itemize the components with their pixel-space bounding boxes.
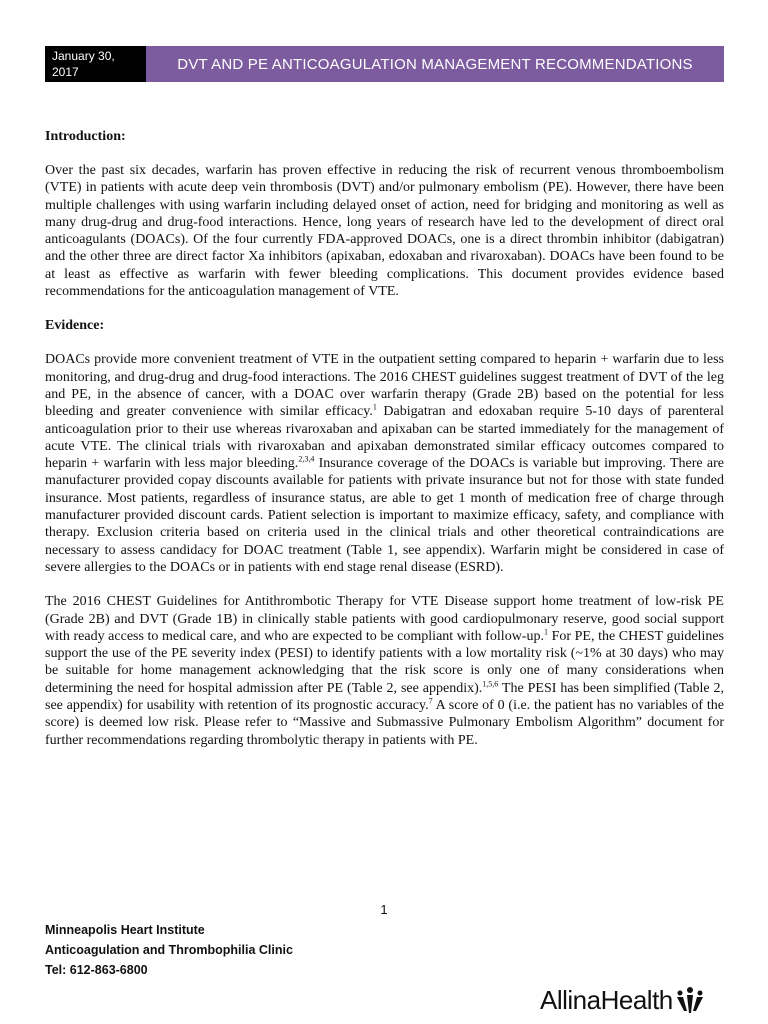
footer-clinic: Anticoagulation and Thrombophilia Clinic [45,943,293,957]
text-run: The PESI has been simplified (Table 2, see appendix) for usability with retention of its prognostic accuracy. [45,680,724,714]
citation-superscript: 1 [543,627,548,637]
people-icon [675,985,705,1015]
document-header [45,46,724,82]
citation-superscript: 1 [372,402,377,412]
text-run: Dabigatran and edoxaban require 5-10 days of parenteral anticoagulation prior to their use whereas rivaroxaban and apixaban can be started immediately for the management of acute VTE. The clinical trials with rivaroxaban and apixaban demonstrated similar efficacy outcomes compared to heparin + warfarin with less major bleeding. [45,404,724,472]
logo-text-allina: Allina [540,984,601,1015]
introduction-paragraph: Over the past six decades, warfarin has proven effective in reducing the risk of recurrent venous thromboembolism (VTE) in patients with acute deep vein thrombosis (DVT) and/or pulmonary embolism (PE). However, there have been multiple challenges with using warfarin including delayed onset of action, need for bridging and monitoring as well as many drug-drug and drug-food interactions. Hence, long years of research have led to the development of direct oral anticoagulants (DOACs). Of the four currently FDA-approved DOACs, one is a direct thrombin inhibitor (dabigatran) and the other three are direct factor Xa inhibitors (apixaban, edoxaban and rivaroxaban). DOACs have been found to be at least as effective as warfarin with fewer bleeding complications. This document provides evidence based recommendations for the anticoagulation management of VTE. [45,163,724,300]
page-number: 1 [380,902,388,917]
evidence-paragraph-1 [45,351,724,576]
citation-superscript: 2,3,4 [298,454,315,464]
text-run: For PE, the CHEST guidelines support the use of the PE severity index (PESI) to identify patients with a low mortality risk (~1% at 30 days) who may be suitable for home management acknowledging that the risk score is only one of many considerations when determining the need for hospital admission after PE (Table 2, see appendix). [45,628,724,696]
logo-text-health: Health [600,984,673,1015]
footer-contact [45,920,293,980]
document-body [45,128,724,749]
evidence-heading: Evidence: [45,318,105,334]
citation-superscript: 1,5,6 [482,679,499,689]
text-run: A score of 0 (i.e. the patient has no variables of the score) is deemed low risk. Please refer to “Massive and Submassive Pulmonary Embolism Algorithm” document for further recommendations regarding thrombolytic therapy in patients with PE. [45,698,724,748]
text-run: Insurance coverage of the DOACs is variable but improving. There are manufacturer provided copay discounts available for patients with private insurance but not for those with state funded insurance. Most patients, regardless of insurance status, are able to get 1 month of medication free of charge through manufacturer provided discount cards. Patient selection is important to maximize efficacy, safety, and compliance with therapy. Exclusion criteria based on criteria used in the clinical trials and other theoretical contraindications are necessary to assess candidacy for DOAC treatment (Table 1, see appendix). Warfarin might be considered in case of severe allergies to the DOACs or in patients with end stage renal disease (ESRD). [45,456,724,575]
text-run: DOACs provide more convenient treatment of VTE in the outpatient setting compared to heparin + warfarin due to less monitoring, and drug-drug and drug-food interactions. The 2016 CHEST guidelines suggest treatment of DVT of the leg and PE, in the absence of cancer, with a DOAC over warfarin therapy (Grade 2B) based on the potential for less bleeding and greater convenience with similar efficacy. [45,352,724,420]
header-date: January 30, 2017 [45,46,146,82]
text-run: The 2016 CHEST Guidelines for Antithrombotic Therapy for VTE Disease support home treatment of low-risk PE (Grade 2B) and DVT (Grade 1B) in clinically stable patients with good cardiopulmonary reserve, good social support with ready access to medical care, and who are expected to be compliant with follow-up. [45,594,724,644]
evidence-paragraph-2 [45,593,724,749]
citation-superscript: 7 [428,696,433,706]
header-title: DVT AND PE ANTICOAGULATION MANAGEMENT RECOMMENDATIONS [146,46,724,82]
footer-phone: Tel: 612-863-6800 [45,963,148,977]
introduction-heading: Introduction: [45,129,126,144]
allina-health-logo [540,980,705,1020]
footer-organization: Minneapolis Heart Institute [45,923,205,937]
